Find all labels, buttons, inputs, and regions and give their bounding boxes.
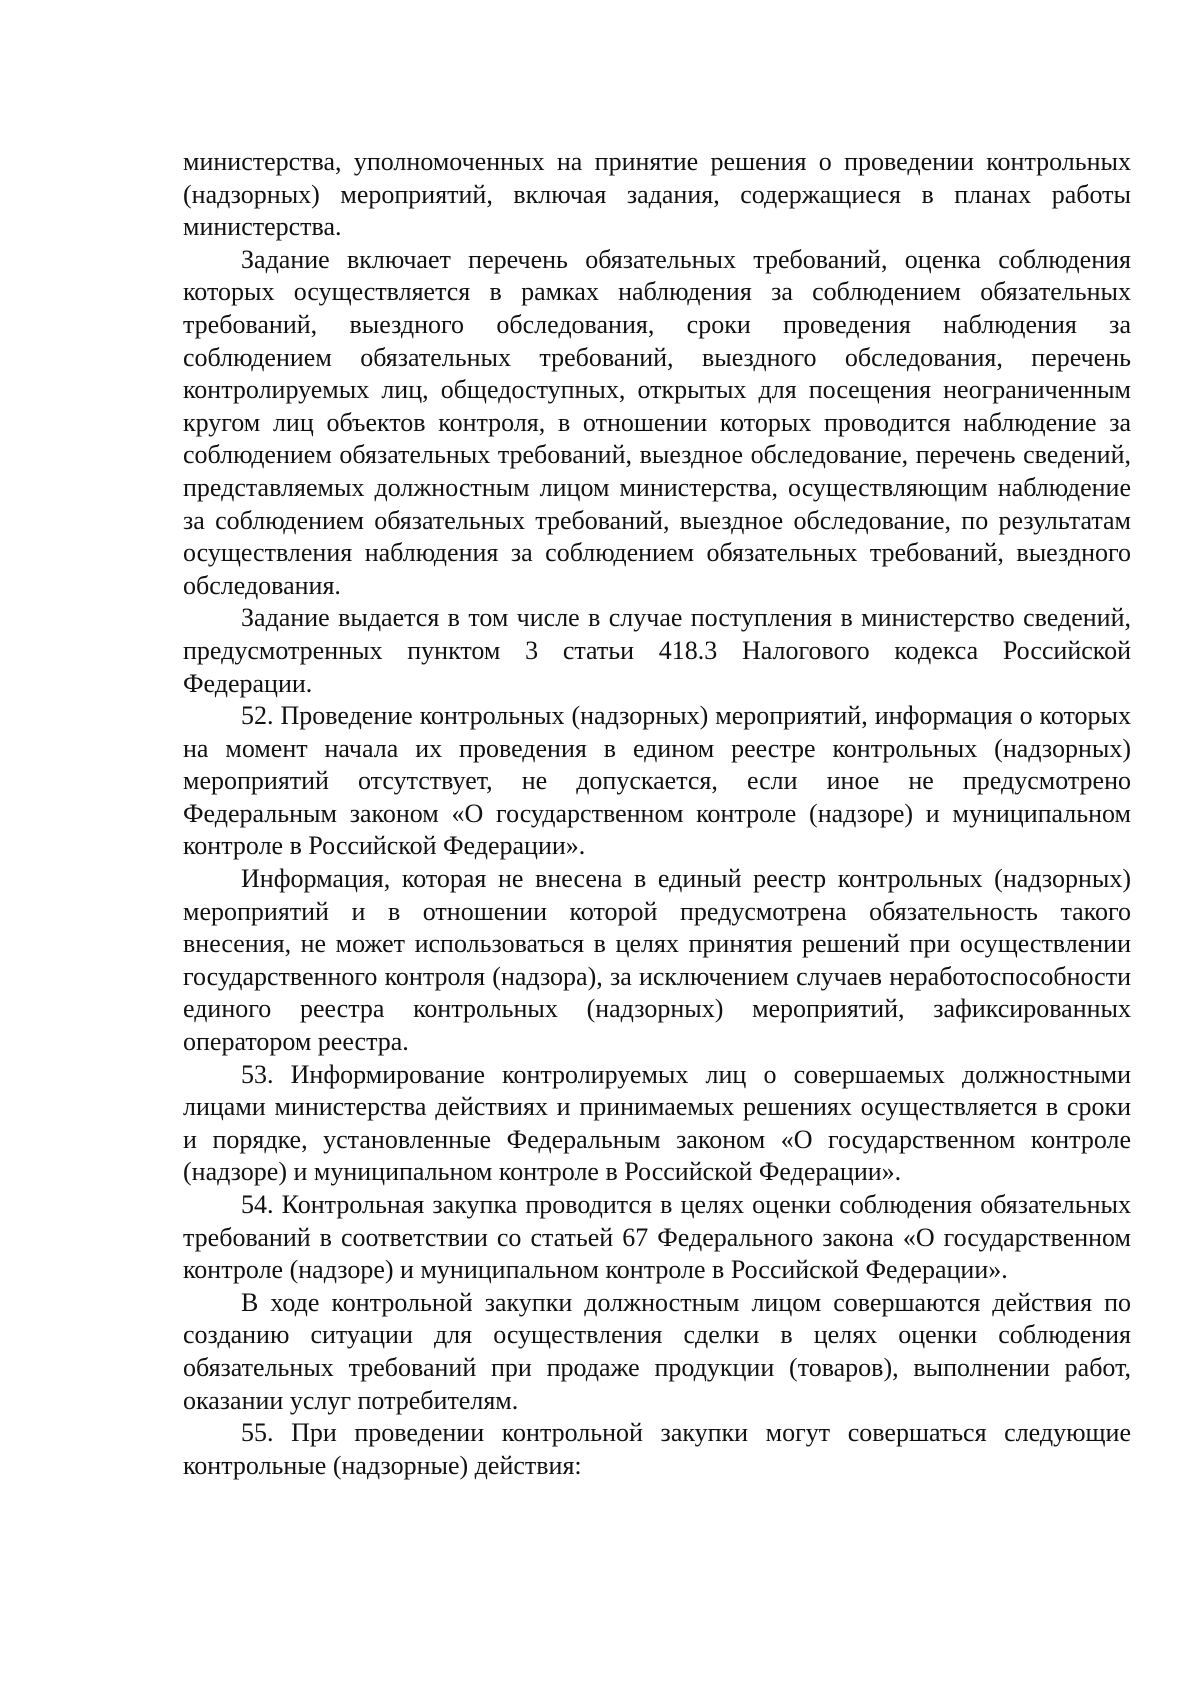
paragraph-control-purchase: В ходе контрольной закупки должностным лицом совершаются действия по созданию ситуации для осуществления сделки в целях оценки соблюдения обязательных требований при продаже продукции (товаров), выполнении работ, оказании услуг потребителям.: [183, 1287, 1131, 1415]
paragraph-task-issuance: Задание выдается в том числе в случае поступления в министерство сведений, предусмотренных пунктом 3 статьи 418.3 Налогового кодекса Российской Федерации.: [183, 603, 1131, 698]
document-body: [183, 146, 1131, 1482]
paragraph-clause-54: 54. Контрольная закупка проводится в целях оценки соблюдения обязательных требований в соответствии со статьей 67 Федерального закона «О государственном контроле (надзоре) и муниципальном контроле в Российской Федерации».: [183, 1190, 1131, 1285]
paragraph-task-contents: Задание включает перечень обязательных требований, оценка соблюдения которых осуществляется в рамках наблюдения за соблюдением обязательных требований, выездного обследования, сроки проведения наблюдения за соблюдением обязательных требований, выездного обследования, перечень контролируемых лиц, общедоступных, открытых для посещения неограниченным кругом лиц объектов контроля, в отношении которых проводится наблюдение за соблюдением обязательных требований, выездное обследование, перечень сведений, представляемых должностным лицом министерства, осуществляющим наблюдение за соблюдением обязательных требований, выездное обследование, по результатам осуществления наблюдения за соблюдением обязательных требований, выездного обследования.: [183, 244, 1131, 600]
paragraph-clause-52: 52. Проведение контрольных (надзорных) мероприятий, информация о которых на момент начала их проведения в едином реестре контрольных (надзорных) мероприятий отсутствует, не допускается, если иное не предусмотрено Федеральным законом «О государственном контроле (надзоре) и муниципальном контроле в Российской Федерации».: [183, 701, 1131, 861]
paragraph-registry-info: Информация, которая не внесена в единый реестр контрольных (надзорных) мероприятий и в отношении которой предусмотрена обязательность такого внесения, не может использоваться в целях принятия решений при осуществлении государственного контроля (надзора), за исключением случаев неработоспособности единого реестра контрольных (надзорных) мероприятий, зафиксированных оператором реестра.: [183, 864, 1131, 1057]
paragraph-continuation: министерства, уполномоченных на принятие решения о проведении контрольных (надзорных) мероприятий, включая задания, содержащиеся в планах работы министерства.: [183, 147, 1131, 242]
paragraph-clause-53: 53. Информирование контролируемых лиц о совершаемых должностными лицами министерства действиях и принимаемых решениях осуществляется в сроки и порядке, установленные Федеральным законом «О государственном контроле (надзоре) и муниципальном контроле в Российской Федерации».: [183, 1059, 1131, 1187]
paragraph-clause-55: 55. При проведении контрольной закупки могут совершаться следующие контрольные (надзорные) действия:: [183, 1418, 1131, 1480]
